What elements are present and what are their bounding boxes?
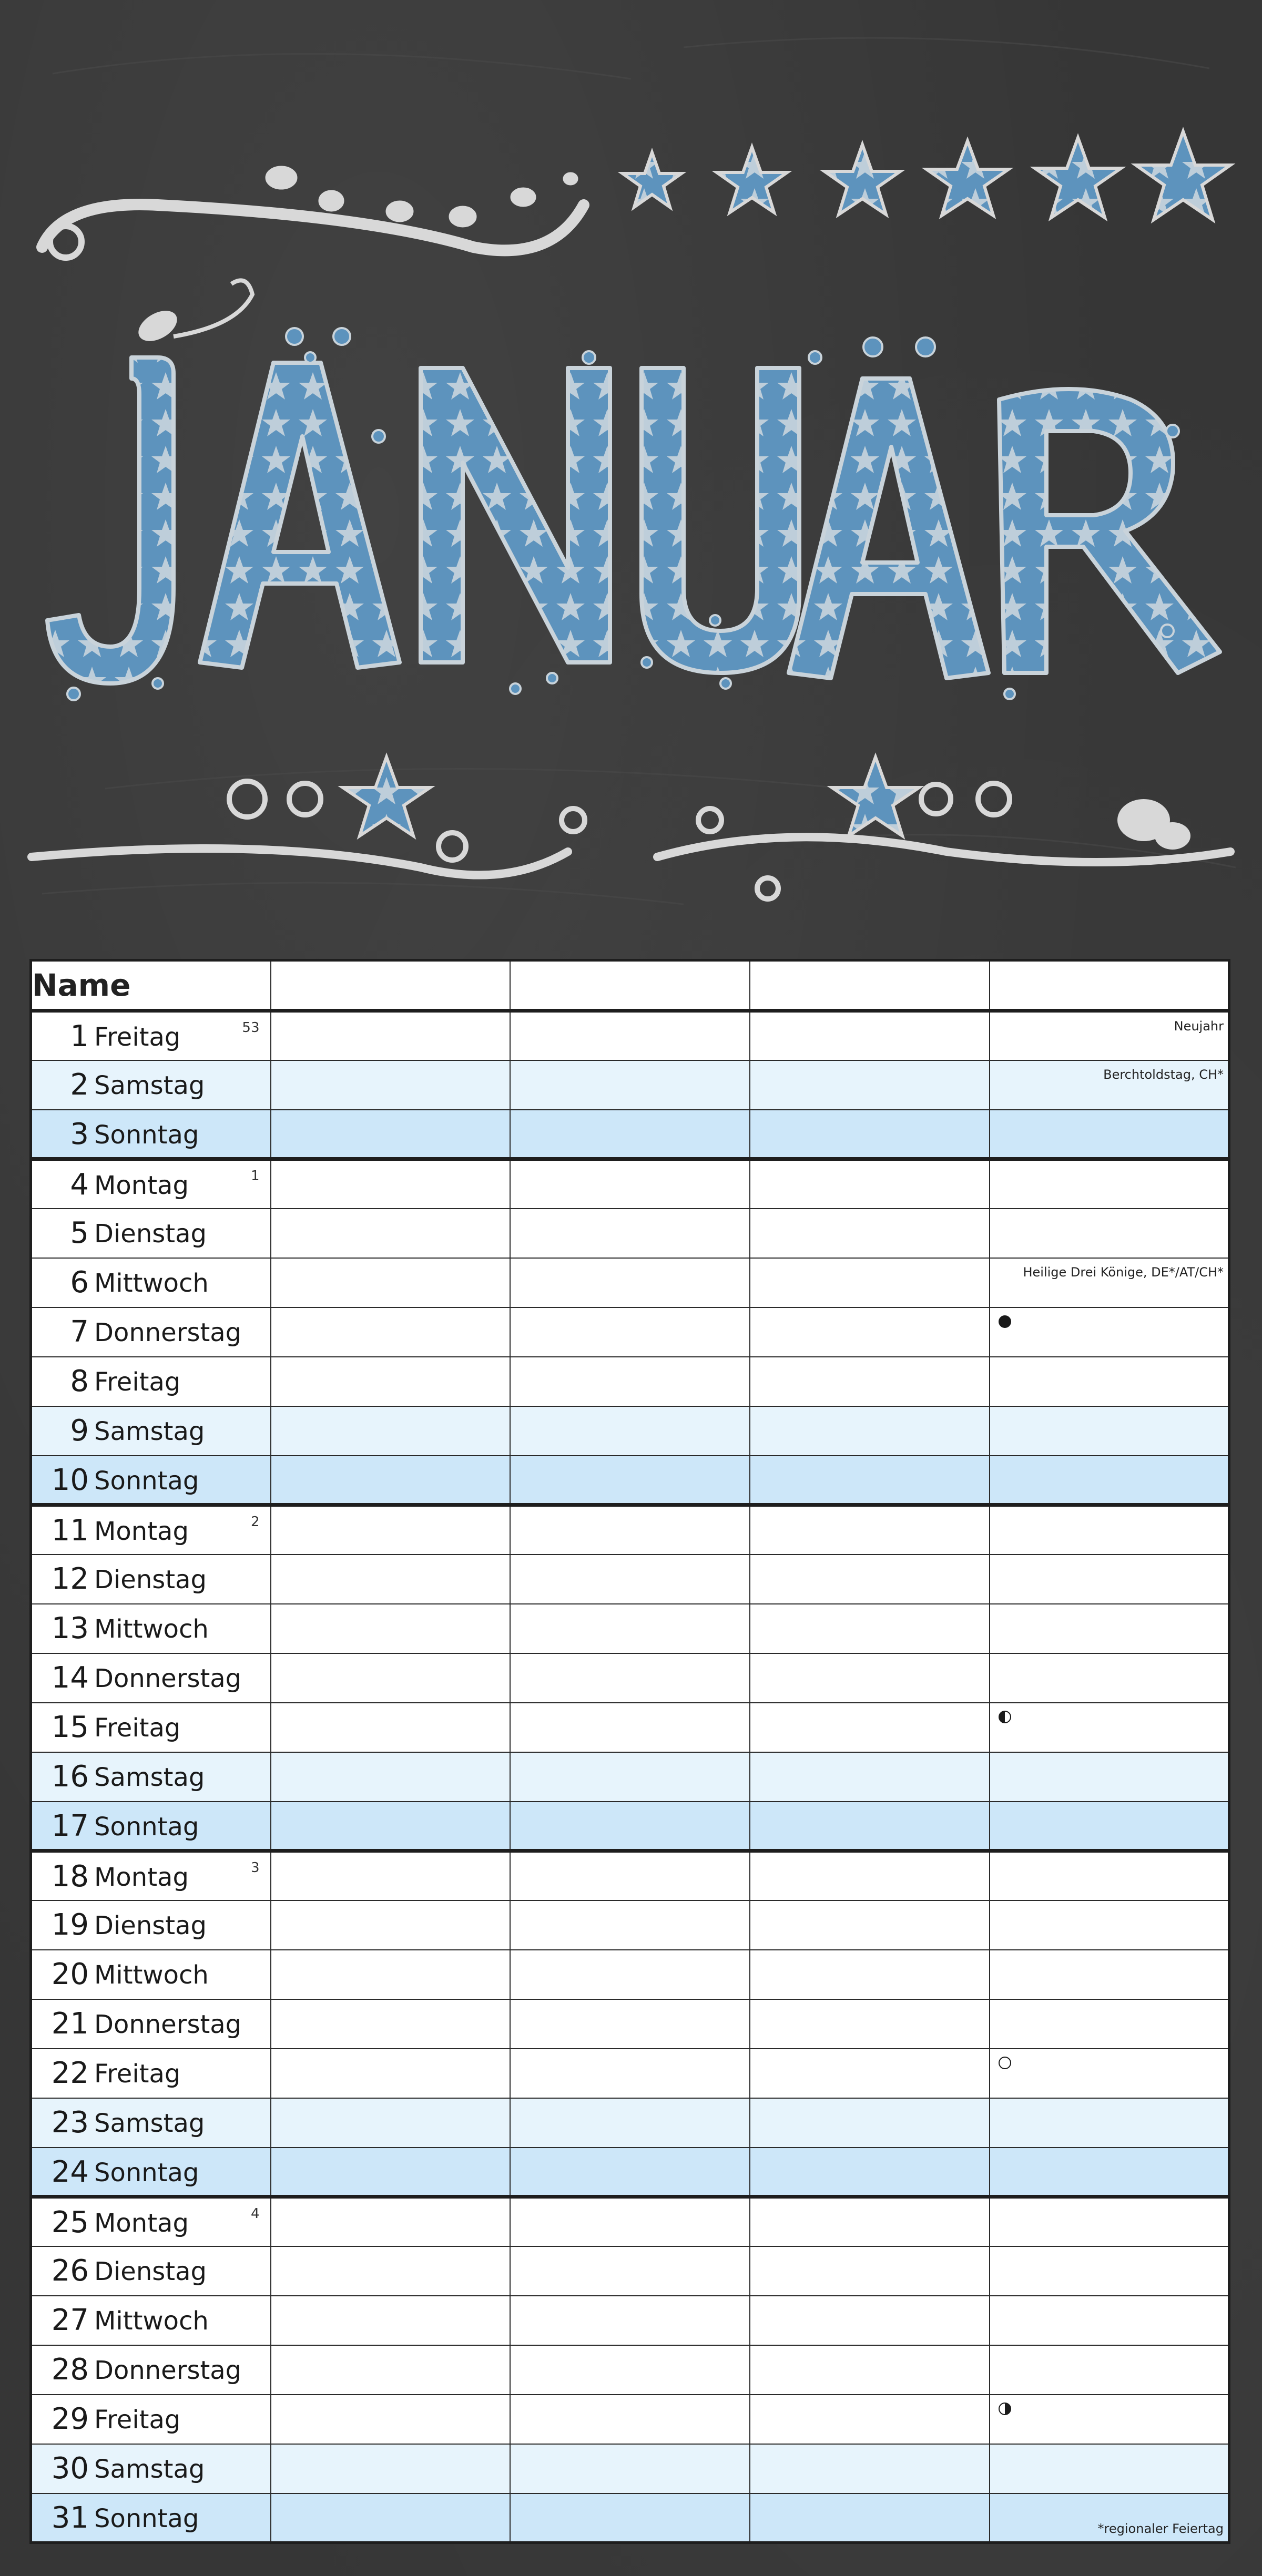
entry-cell[interactable] <box>510 1406 750 1456</box>
date-cell <box>31 1851 271 1900</box>
weekday-name: Freitag <box>94 1023 181 1052</box>
weekday-name: Freitag <box>94 1713 181 1743</box>
entry-cell[interactable] <box>510 1357 750 1406</box>
day-number: 31 <box>51 2500 89 2535</box>
moon-phase-icon <box>998 1314 1012 1329</box>
day-number: 9 <box>70 1413 89 1448</box>
day-number: 22 <box>51 2056 89 2090</box>
day-number: 7 <box>70 1314 89 1349</box>
star-row-icon <box>623 131 1230 220</box>
person-column-header[interactable] <box>510 960 750 1011</box>
weekday-name: Sonntag <box>94 1120 199 1150</box>
entry-cell[interactable] <box>990 1703 1229 1752</box>
day-number: 29 <box>51 2401 89 2436</box>
week-number: 4 <box>250 2206 260 2222</box>
weekday-name: Sonntag <box>94 2158 199 2187</box>
weekday-name: Donnerstag <box>94 1663 242 1693</box>
entry-cell[interactable] <box>750 1456 990 1505</box>
header-row <box>31 960 1229 1011</box>
day-number: 16 <box>51 1759 89 1794</box>
weekday-name: Montag <box>94 2209 189 2238</box>
table-row <box>31 2395 1229 2444</box>
entry-cell[interactable] <box>510 1752 750 1802</box>
entry-cell[interactable] <box>750 1900 990 1950</box>
table-row <box>31 1950 1229 1999</box>
entry-cell[interactable] <box>750 1406 990 1456</box>
entry-cell[interactable] <box>750 1060 990 1110</box>
top-swirl-icon <box>42 166 584 258</box>
entry-cell[interactable] <box>750 1851 990 1900</box>
header-artwork <box>0 0 1262 957</box>
entry-cell[interactable] <box>750 1555 990 1604</box>
entry-cell[interactable] <box>750 1703 990 1752</box>
entry-cell[interactable] <box>990 1900 1229 1950</box>
entry-cell[interactable] <box>510 2148 750 2197</box>
table-row <box>31 1456 1229 1505</box>
weekday-name: Dienstag <box>94 1910 207 1940</box>
month-title-art <box>47 357 1220 683</box>
entry-cell[interactable] <box>271 1258 511 1307</box>
entry-cell[interactable] <box>750 1159 990 1209</box>
entry-cell[interactable] <box>271 1604 511 1653</box>
entry-cell[interactable] <box>510 1604 750 1653</box>
date-cell <box>31 2049 271 2098</box>
day-number: 1 <box>70 1019 89 1054</box>
entry-cell[interactable] <box>750 1604 990 1653</box>
weekday-name: Freitag <box>94 1367 181 1397</box>
entry-cell[interactable] <box>990 2148 1229 2197</box>
table-row <box>31 1060 1229 1110</box>
date-cell <box>31 1011 271 1060</box>
entry-cell[interactable] <box>990 2444 1229 2493</box>
weekday-name: Dienstag <box>94 1219 207 1249</box>
entry-cell[interactable] <box>510 1307 750 1357</box>
entry-cell[interactable] <box>990 1406 1229 1456</box>
weekday-name: Donnerstag <box>94 1317 242 1347</box>
day-number: 14 <box>51 1660 89 1695</box>
day-number: 4 <box>70 1168 89 1202</box>
name-column-header: Name <box>31 960 271 1011</box>
date-cell <box>31 2296 271 2345</box>
entry-cell[interactable] <box>510 2493 750 2543</box>
entry-cell[interactable] <box>750 1357 990 1406</box>
table-row <box>31 1752 1229 1802</box>
table-row <box>31 2197 1229 2246</box>
entry-cell[interactable] <box>271 1505 511 1555</box>
person-column-header[interactable] <box>990 960 1229 1011</box>
table-row <box>31 2296 1229 2345</box>
day-number: 10 <box>51 1463 89 1497</box>
date-cell <box>31 1159 271 1209</box>
weekday-name: Mittwoch <box>94 1614 209 1644</box>
date-cell <box>31 2493 271 2543</box>
date-cell <box>31 1060 271 1110</box>
entry-cell[interactable] <box>271 2148 511 2197</box>
date-cell <box>31 2345 271 2395</box>
entry-cell[interactable] <box>510 2444 750 2493</box>
table-row <box>31 1653 1229 1703</box>
entry-cell[interactable] <box>990 1950 1229 1999</box>
weekday-name: Donnerstag <box>94 2009 242 2039</box>
entry-cell[interactable] <box>271 1456 511 1505</box>
entry-cell[interactable] <box>510 2296 750 2345</box>
date-cell <box>31 2246 271 2296</box>
date-cell <box>31 1456 271 1505</box>
week-number: 2 <box>250 1514 260 1530</box>
entry-cell[interactable] <box>271 1357 511 1406</box>
entry-cell[interactable] <box>510 2395 750 2444</box>
entry-cell[interactable] <box>750 2345 990 2395</box>
entry-cell[interactable] <box>990 1555 1229 1604</box>
weekday-name: Mittwoch <box>94 2306 209 2336</box>
table-row <box>31 1258 1229 1307</box>
entry-cell[interactable] <box>990 2246 1229 2296</box>
entry-cell[interactable] <box>750 1653 990 1703</box>
entry-cell[interactable] <box>271 1752 511 1802</box>
entry-cell[interactable] <box>271 2296 511 2345</box>
day-number: 20 <box>51 1957 89 1991</box>
entry-cell[interactable] <box>990 1060 1229 1110</box>
entry-cell[interactable] <box>990 1258 1229 1307</box>
entry-cell[interactable] <box>990 1999 1229 2049</box>
entry-cell[interactable] <box>990 1307 1229 1357</box>
date-cell <box>31 1752 271 1802</box>
entry-cell[interactable] <box>750 1999 990 2049</box>
weekday-name: Dienstag <box>94 1565 207 1594</box>
entry-cell[interactable] <box>271 1209 511 1258</box>
table-row <box>31 1555 1229 1604</box>
entry-cell[interactable] <box>990 1456 1229 1505</box>
entry-cell[interactable] <box>750 2493 990 2543</box>
week-number: 3 <box>250 1860 260 1876</box>
entry-cell[interactable] <box>750 1209 990 1258</box>
day-number: 27 <box>51 2303 89 2337</box>
date-cell <box>31 1555 271 1604</box>
holiday-label: Berchtoldstag, CH* <box>1103 1067 1224 1082</box>
week-number: 1 <box>250 1168 260 1184</box>
date-cell <box>31 1999 271 2049</box>
entry-cell[interactable] <box>750 2246 990 2296</box>
date-cell <box>31 1307 271 1357</box>
day-number: 19 <box>51 1907 89 1942</box>
entry-cell[interactable] <box>271 2098 511 2148</box>
day-number: 25 <box>51 2205 89 2240</box>
weekday-name: Mittwoch <box>94 1960 209 1990</box>
entry-cell[interactable] <box>750 2444 990 2493</box>
entry-cell[interactable] <box>750 1110 990 1159</box>
weekday-name: Sonntag <box>94 2503 199 2533</box>
date-cell <box>31 1604 271 1653</box>
day-number: 2 <box>70 1067 89 1102</box>
table-row <box>31 1011 1229 1060</box>
entry-cell[interactable] <box>990 1604 1229 1653</box>
entry-cell[interactable] <box>271 1950 511 1999</box>
entry-cell[interactable] <box>510 1011 750 1060</box>
entry-cell[interactable] <box>271 1555 511 1604</box>
entry-cell[interactable] <box>271 2197 511 2246</box>
entry-cell[interactable] <box>510 1555 750 1604</box>
weekday-name: Freitag <box>94 2059 181 2089</box>
entry-cell[interactable] <box>750 1752 990 1802</box>
moon-phase-icon <box>998 2056 1012 2070</box>
holiday-label: Heilige Drei Könige, DE*/AT/CH* <box>1023 1264 1224 1280</box>
weekday-name: Freitag <box>94 2405 181 2435</box>
date-cell <box>31 2197 271 2246</box>
entry-cell[interactable] <box>271 1851 511 1900</box>
entry-cell[interactable] <box>271 1307 511 1357</box>
entry-cell[interactable] <box>990 1752 1229 1802</box>
entry-cell[interactable] <box>271 1110 511 1159</box>
date-cell <box>31 1505 271 1555</box>
weekday-name: Samstag <box>94 1762 205 1792</box>
entry-cell[interactable] <box>271 1406 511 1456</box>
entry-cell[interactable] <box>990 1851 1229 1900</box>
entry-cell[interactable] <box>990 2296 1229 2345</box>
entry-cell[interactable] <box>510 1653 750 1703</box>
date-cell <box>31 2444 271 2493</box>
moon-phase-icon <box>998 1710 1012 1724</box>
entry-cell[interactable] <box>750 2098 990 2148</box>
weekday-name: Samstag <box>94 2454 205 2484</box>
day-number: 12 <box>51 1561 89 1596</box>
entry-cell[interactable] <box>990 1357 1229 1406</box>
entry-cell[interactable] <box>750 2049 990 2098</box>
entry-cell[interactable] <box>750 1950 990 1999</box>
entry-cell[interactable] <box>271 1703 511 1752</box>
date-cell <box>31 1703 271 1752</box>
entry-cell[interactable] <box>271 2395 511 2444</box>
day-number: 15 <box>51 1710 89 1744</box>
table-row <box>31 2098 1229 2148</box>
day-number: 13 <box>51 1611 89 1645</box>
day-number: 21 <box>51 2006 89 2041</box>
table-row <box>31 1159 1229 1209</box>
entry-cell[interactable] <box>510 1703 750 1752</box>
table-row <box>31 1802 1229 1851</box>
day-number: 5 <box>70 1215 89 1250</box>
date-cell <box>31 1653 271 1703</box>
entry-cell[interactable] <box>750 2148 990 2197</box>
entry-cell[interactable] <box>510 1851 750 1900</box>
entry-cell[interactable] <box>271 1802 511 1851</box>
entry-cell[interactable] <box>510 1159 750 1209</box>
entry-cell[interactable] <box>750 1505 990 1555</box>
entry-cell[interactable] <box>271 1900 511 1950</box>
entry-cell[interactable] <box>990 2493 1229 2543</box>
table-row <box>31 1851 1229 1900</box>
entry-cell[interactable] <box>990 1011 1229 1060</box>
date-cell <box>31 1900 271 1950</box>
day-number: 26 <box>51 2253 89 2288</box>
entry-cell[interactable] <box>990 1110 1229 1159</box>
table-row <box>31 1307 1229 1357</box>
date-cell <box>31 2395 271 2444</box>
entry-cell[interactable] <box>271 2049 511 2098</box>
entry-cell[interactable] <box>750 2296 990 2345</box>
entry-cell[interactable] <box>271 2345 511 2395</box>
weekday-name: Sonntag <box>94 1812 199 1842</box>
table-row <box>31 2345 1229 2395</box>
date-cell <box>31 1110 271 1159</box>
date-cell <box>31 1802 271 1851</box>
entry-cell[interactable] <box>750 2395 990 2444</box>
weekday-name: Mittwoch <box>94 1268 209 1298</box>
weekday-name: Donnerstag <box>94 2355 242 2385</box>
day-number: 6 <box>70 1265 89 1300</box>
weekday-name: Montag <box>94 1171 189 1200</box>
entry-cell[interactable] <box>750 1802 990 1851</box>
day-number: 11 <box>51 1514 89 1548</box>
leaf-icon <box>133 280 252 347</box>
entry-cell[interactable] <box>271 1653 511 1703</box>
entry-cell[interactable] <box>990 1159 1229 1209</box>
table-row <box>31 1357 1229 1406</box>
date-cell <box>31 1950 271 1999</box>
date-cell <box>31 2148 271 2197</box>
day-number: 8 <box>70 1364 89 1398</box>
entry-cell[interactable] <box>990 2345 1229 2395</box>
entry-cell[interactable] <box>990 2197 1229 2246</box>
entry-cell[interactable] <box>271 1011 511 1060</box>
weekday-name: Samstag <box>94 2108 205 2138</box>
date-cell <box>31 1209 271 1258</box>
family-planner-table <box>29 959 1230 2544</box>
date-cell <box>31 1357 271 1406</box>
day-number: 24 <box>51 2154 89 2189</box>
entry-cell[interactable] <box>990 2049 1229 2098</box>
person-column-header[interactable] <box>271 960 511 1011</box>
week-number: 53 <box>242 1020 260 1036</box>
table-row <box>31 2049 1229 2098</box>
table-row <box>31 1505 1229 1555</box>
moon-phase-icon <box>998 2401 1012 2416</box>
table-row <box>31 1110 1229 1159</box>
table-row <box>31 1999 1229 2049</box>
entry-cell[interactable] <box>510 1209 750 1258</box>
bottom-leaves-icon <box>1117 799 1190 850</box>
table-row <box>31 1209 1229 1258</box>
entry-cell[interactable] <box>750 1258 990 1307</box>
entry-cell[interactable] <box>510 2049 750 2098</box>
table-row <box>31 1604 1229 1653</box>
entry-cell[interactable] <box>990 1505 1229 1555</box>
entry-cell[interactable] <box>510 1258 750 1307</box>
weekday-name: Sonntag <box>94 1466 199 1496</box>
entry-cell[interactable] <box>510 1950 750 1999</box>
entry-cell[interactable] <box>510 1110 750 1159</box>
person-column-header[interactable] <box>750 960 990 1011</box>
date-cell <box>31 1258 271 1307</box>
entry-cell[interactable] <box>271 2246 511 2296</box>
day-number: 17 <box>51 1808 89 1843</box>
table-row <box>31 1900 1229 1950</box>
table-row <box>31 2246 1229 2296</box>
entry-cell[interactable] <box>510 2098 750 2148</box>
weekday-name: Montag <box>94 1863 189 1892</box>
entry-cell[interactable] <box>510 1060 750 1110</box>
holiday-label: Neujahr <box>1174 1019 1224 1034</box>
table-row <box>31 1703 1229 1752</box>
entry-cell[interactable] <box>510 2197 750 2246</box>
entry-cell[interactable] <box>750 2197 990 2246</box>
weekday-name: Samstag <box>94 1416 205 1446</box>
entry-cell[interactable] <box>510 2345 750 2395</box>
date-cell <box>31 1406 271 1456</box>
day-number: 23 <box>51 2105 89 2140</box>
entry-cell[interactable] <box>271 2493 511 2543</box>
entry-cell[interactable] <box>510 1456 750 1505</box>
table-row <box>31 2493 1229 2543</box>
weekday-name: Montag <box>94 1517 189 1546</box>
entry-cell[interactable] <box>990 2395 1229 2444</box>
weekday-name: Dienstag <box>94 2256 207 2286</box>
entry-cell[interactable] <box>510 1505 750 1555</box>
table-row <box>31 1406 1229 1456</box>
entry-cell[interactable] <box>750 1011 990 1060</box>
footnote-text: *regionaler Feiertag <box>1097 2521 1224 2536</box>
date-cell <box>31 2098 271 2148</box>
entry-cell[interactable] <box>990 1209 1229 1258</box>
entry-cell[interactable] <box>510 1802 750 1851</box>
entry-cell[interactable] <box>271 1999 511 2049</box>
day-number: 18 <box>51 1859 89 1894</box>
entry-cell[interactable] <box>271 1060 511 1110</box>
entry-cell[interactable] <box>510 2246 750 2296</box>
entry-cell[interactable] <box>990 1653 1229 1703</box>
entry-cell[interactable] <box>510 1999 750 2049</box>
day-number: 28 <box>51 2352 89 2387</box>
entry-cell[interactable] <box>990 1802 1229 1851</box>
entry-cell[interactable] <box>750 1307 990 1357</box>
table-row <box>31 2148 1229 2197</box>
entry-cell[interactable] <box>990 2098 1229 2148</box>
day-number: 3 <box>70 1117 89 1151</box>
entry-cell[interactable] <box>510 1900 750 1950</box>
table-row <box>31 2444 1229 2493</box>
day-number: 30 <box>51 2451 89 2486</box>
entry-cell[interactable] <box>271 2444 511 2493</box>
entry-cell[interactable] <box>271 1159 511 1209</box>
weekday-name: Samstag <box>94 1070 205 1100</box>
